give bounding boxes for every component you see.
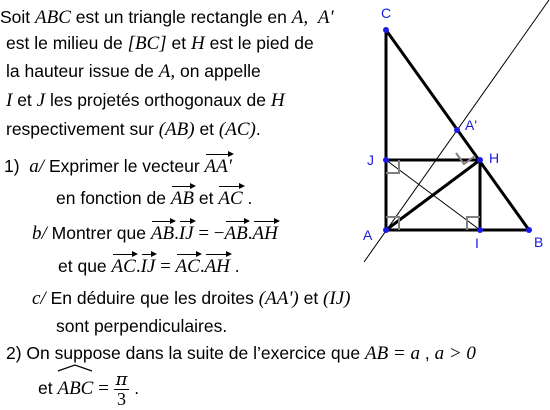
- question-number: 2): [6, 343, 22, 363]
- text: et: [194, 119, 219, 139]
- triangle-name: ABC: [35, 7, 71, 28]
- vector-AC: AC: [112, 251, 136, 278]
- label-H: H: [489, 150, 500, 166]
- point-B: [526, 227, 532, 233]
- vector-AH: AH: [253, 218, 278, 245]
- point-C: [383, 27, 389, 33]
- text: En déduire que les droites: [45, 288, 259, 308]
- text: et: [194, 188, 219, 208]
- text: en fonction de: [56, 188, 171, 208]
- line-IJ: (IJ): [323, 288, 351, 309]
- text: respectivement sur: [6, 119, 159, 139]
- text: on appelle: [175, 61, 261, 81]
- vector-AC: AC: [176, 251, 200, 278]
- label-C: C: [381, 5, 392, 21]
- dot: .: [199, 256, 205, 277]
- vector-AH: AH: [205, 251, 230, 278]
- text: On suppose dans la suite de l’exercice que: [21, 343, 365, 363]
- text: Soit: [0, 7, 36, 27]
- label-I: I: [475, 235, 479, 251]
- segment-BC: [BC]: [127, 33, 167, 54]
- vector-AA-prime: AA': [205, 151, 232, 178]
- text: et: [298, 288, 324, 308]
- equals: =: [155, 256, 176, 277]
- point-A: A,: [158, 61, 176, 82]
- text: sont perpendiculaires.: [56, 316, 228, 336]
- text: et que: [58, 256, 112, 276]
- text: Exprimer le vecteur: [44, 156, 205, 176]
- vector-AB: AB: [171, 183, 194, 210]
- vector-AB: AB: [151, 218, 174, 245]
- condition-a-positive: a > 0: [434, 343, 476, 364]
- line-AA-prime: (AA'): [258, 288, 299, 309]
- text: est le pied de: [204, 33, 314, 53]
- text: et: [166, 33, 191, 53]
- subquestion-label: a/: [29, 156, 45, 177]
- point-J: [383, 157, 389, 163]
- vector-IJ: IJ: [179, 218, 194, 245]
- equals-minus: = −: [193, 223, 225, 244]
- point-A-prime: A': [317, 7, 334, 28]
- vector-AC: AC: [218, 183, 242, 210]
- point-I: I: [6, 90, 13, 111]
- line-AB: (AB): [158, 119, 195, 140]
- angle-text: ABC: [57, 378, 94, 399]
- text: .: [229, 256, 240, 276]
- point-I: [477, 227, 483, 233]
- dot: .: [174, 223, 179, 244]
- text: les projetés orthogonaux de: [45, 90, 271, 110]
- point-H: H: [191, 33, 205, 54]
- text: .: [255, 119, 261, 139]
- text: et: [12, 90, 37, 110]
- condition-ab: AB = a: [364, 343, 421, 364]
- dot: .: [247, 223, 253, 244]
- text: .: [242, 188, 253, 208]
- text: Montrer que: [46, 223, 151, 243]
- text: est un triangle rectangle en: [70, 7, 292, 27]
- point-H: H: [270, 90, 285, 111]
- label-A-prime: A': [465, 117, 478, 133]
- equals: =: [93, 378, 114, 399]
- dot: .: [135, 256, 141, 277]
- denominator: 3: [117, 388, 126, 409]
- point-H: [477, 157, 483, 163]
- line-AC: (AC): [218, 119, 256, 140]
- text: la hauteur issue de: [6, 61, 159, 81]
- point-A: [383, 227, 389, 233]
- label-A: A: [363, 227, 373, 243]
- subquestion-label: b/: [32, 223, 47, 244]
- text: et: [38, 378, 58, 398]
- subquestion-label: c/: [32, 288, 46, 309]
- text: .: [129, 378, 140, 398]
- point-A: A,: [291, 7, 309, 28]
- question-number: 1): [4, 156, 20, 176]
- text: est le milieu de: [6, 33, 128, 53]
- text: ,: [420, 343, 435, 363]
- point-J: J: [36, 90, 46, 111]
- vector-AB: AB: [225, 218, 248, 245]
- label-B: B: [534, 234, 544, 250]
- numerator: π: [115, 368, 128, 390]
- point-A-prime: [454, 127, 460, 133]
- label-J: J: [367, 152, 374, 168]
- vector-IJ: IJ: [141, 251, 156, 278]
